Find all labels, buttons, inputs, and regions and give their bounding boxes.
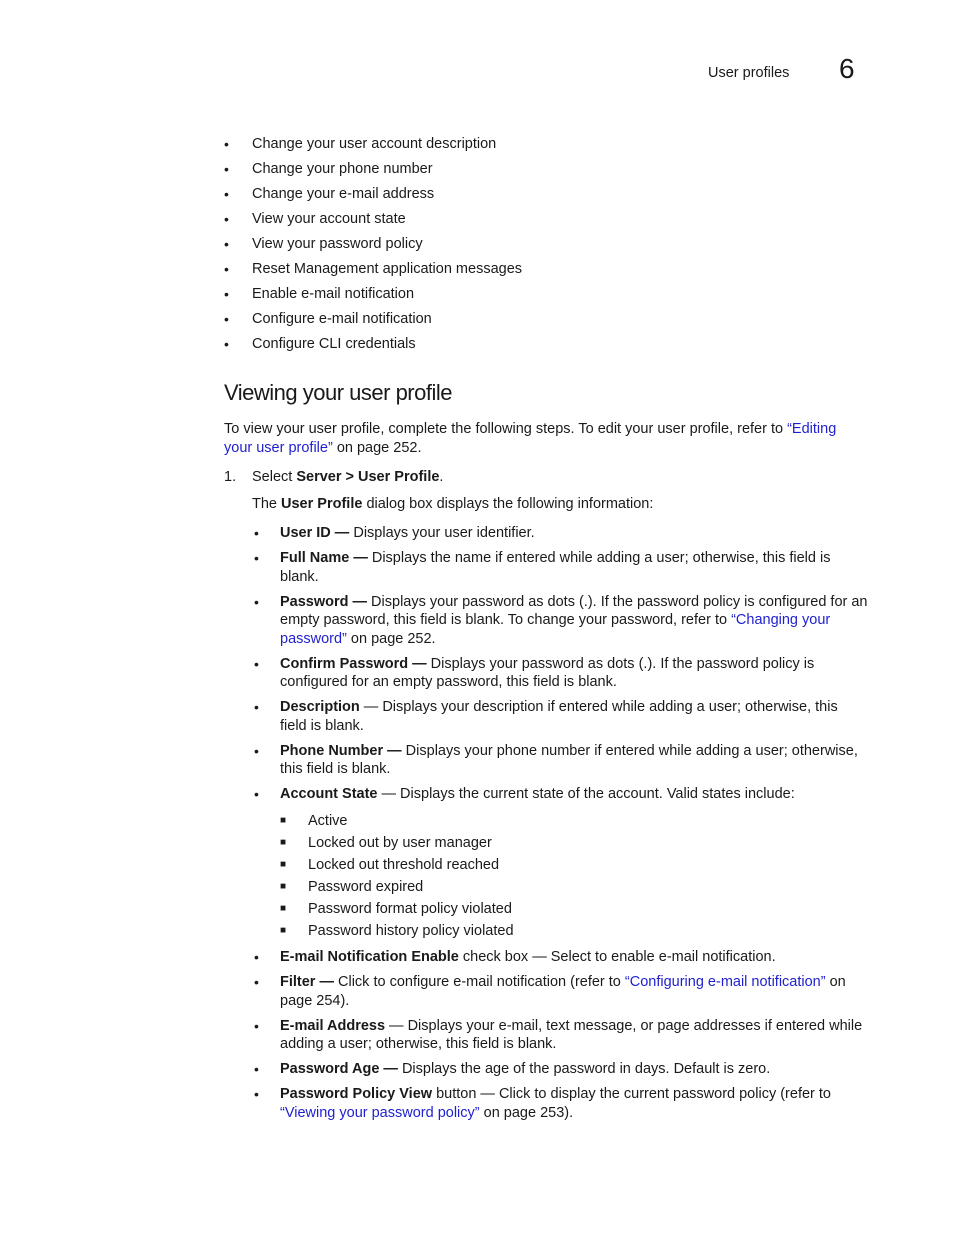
list-item: • Reset Management application messages	[224, 261, 523, 277]
bullet-icon: •	[254, 974, 259, 990]
square-bullet-icon: ■	[280, 880, 287, 892]
bullet-icon: •	[254, 742, 259, 759]
field-account-state: • Account State — Displays the current state of the account. Valid states include: ■ Active ■ Locked out by user manager ■ Locked out threshold reached ■ Password expired ■ Password format policy violated ■ Password history policy violated	[252, 785, 868, 942]
bullet-icon: •	[254, 550, 259, 566]
section-heading: Viewing your user profile	[224, 380, 452, 405]
section-intro: To view your user profile, complete the following steps. To edit your user profile, refer to “Editing your user profile” on page 252.	[224, 421, 837, 456]
bullet-icon: •	[224, 336, 229, 352]
account-state-item: ■ Password expired	[280, 876, 868, 898]
square-bullet-icon: ■	[280, 836, 287, 848]
account-state-item: ■ Password format policy violated	[280, 898, 868, 920]
bullet-icon: •	[254, 949, 259, 965]
square-bullet-icon: ■	[280, 858, 287, 870]
bullet-icon: •	[224, 261, 229, 277]
bullet-icon: •	[254, 1086, 259, 1102]
field-password-age: • Password Age — Displays the age of the password in days. Default is zero.	[254, 1061, 771, 1077]
field-description: • Description — Displays your description if entered while adding a user; otherwise, this field is blank.	[254, 699, 838, 734]
chapter-number: 6	[839, 53, 855, 84]
field-full-name: • Full Name — Displays the name if entered while adding a user; otherwise, this field is blank.	[254, 550, 831, 585]
changing-password-link[interactable]: “Changing your password”	[280, 612, 831, 647]
bullet-icon: •	[224, 211, 229, 227]
viewing-password-policy-link[interactable]: “Viewing your password policy”	[280, 1104, 480, 1121]
account-state-item: ■ Active	[280, 810, 868, 832]
bullet-icon: •	[224, 161, 229, 177]
running-header-title: User profiles	[708, 65, 790, 81]
square-bullet-icon: ■	[280, 814, 287, 826]
configuring-email-notification-link[interactable]: “Configuring e-mail notification”	[624, 974, 826, 990]
bullet-icon: •	[224, 236, 229, 252]
list-item: • Change your user account description	[224, 136, 497, 152]
step-number: 1.	[224, 469, 237, 485]
bullet-icon: •	[224, 311, 229, 327]
field-email-notification-enable: • E-mail Notification Enable check box — Select to enable e-mail notification.	[254, 949, 776, 965]
list-item: • Enable e-mail notification	[224, 286, 415, 302]
field-filter: • Filter — Click to configure e-mail notification (refer to “Configuring e-mail notification” on page 254).	[254, 974, 846, 1009]
dialog-intro: The User Profile dialog box displays the following information:	[252, 496, 654, 512]
list-item: • Configure CLI credentials	[224, 336, 416, 352]
bullet-icon: •	[224, 286, 229, 302]
capabilities-list	[224, 135, 522, 360]
bullet-icon: •	[254, 525, 259, 541]
dialog-name: User Profile	[281, 496, 363, 512]
editing-user-profile-link[interactable]: “Editing your user profile”	[224, 421, 837, 456]
list-item: • View your account state	[224, 211, 406, 227]
field-user-id: • User ID — Displays your user identifier.	[254, 525, 535, 541]
field-email-address: • E-mail Address — Displays your e-mail, text message, or page addresses if entered while adding a user; otherwise, this field is blank.	[254, 1017, 863, 1052]
square-bullet-icon: ■	[280, 902, 287, 914]
square-bullet-icon: ■	[280, 924, 287, 936]
profile-fields-list	[252, 524, 868, 1129]
list-item: • Change your e-mail address	[224, 186, 435, 202]
field-confirm-password: • Confirm Password — Displays your password as dots (.). If the password policy is configured for an empty password, this field is blank.	[254, 655, 815, 690]
list-item: • View your password policy	[224, 236, 423, 252]
menu-path: Server > User Profile	[296, 469, 440, 485]
bullet-icon: •	[224, 136, 229, 152]
bullet-icon: •	[254, 1061, 259, 1077]
account-state-item: ■ Locked out by user manager	[280, 832, 868, 854]
list-item: • Configure e-mail notification	[224, 311, 432, 327]
account-state-item: ■ Locked out threshold reached	[280, 854, 868, 876]
field-password: • Password — Displays your password as dots (.). If the password policy is configured for an empty password, this field is blank. To change your password, refer to “Changing your password” on page 252.	[254, 593, 868, 647]
bullet-icon: •	[224, 186, 229, 202]
bullet-icon: •	[254, 786, 259, 802]
field-password-policy-view: • Password Policy View button — Click to display the current password policy (refer to “Viewing your password policy” on page 253).	[254, 1086, 831, 1121]
bullet-icon: •	[254, 593, 259, 610]
bullet-icon: •	[254, 1017, 259, 1034]
step-text: Select Server > User Profile.	[252, 469, 444, 485]
account-state-item: ■ Password history policy violated	[280, 920, 868, 942]
bullet-icon: •	[254, 655, 259, 672]
account-states-list	[280, 810, 868, 942]
list-item: • Change your phone number	[224, 161, 433, 177]
field-phone-number: • Phone Number — Displays your phone number if entered while adding a user; otherwise, this field is blank.	[254, 742, 858, 777]
bullet-icon: •	[254, 699, 259, 715]
